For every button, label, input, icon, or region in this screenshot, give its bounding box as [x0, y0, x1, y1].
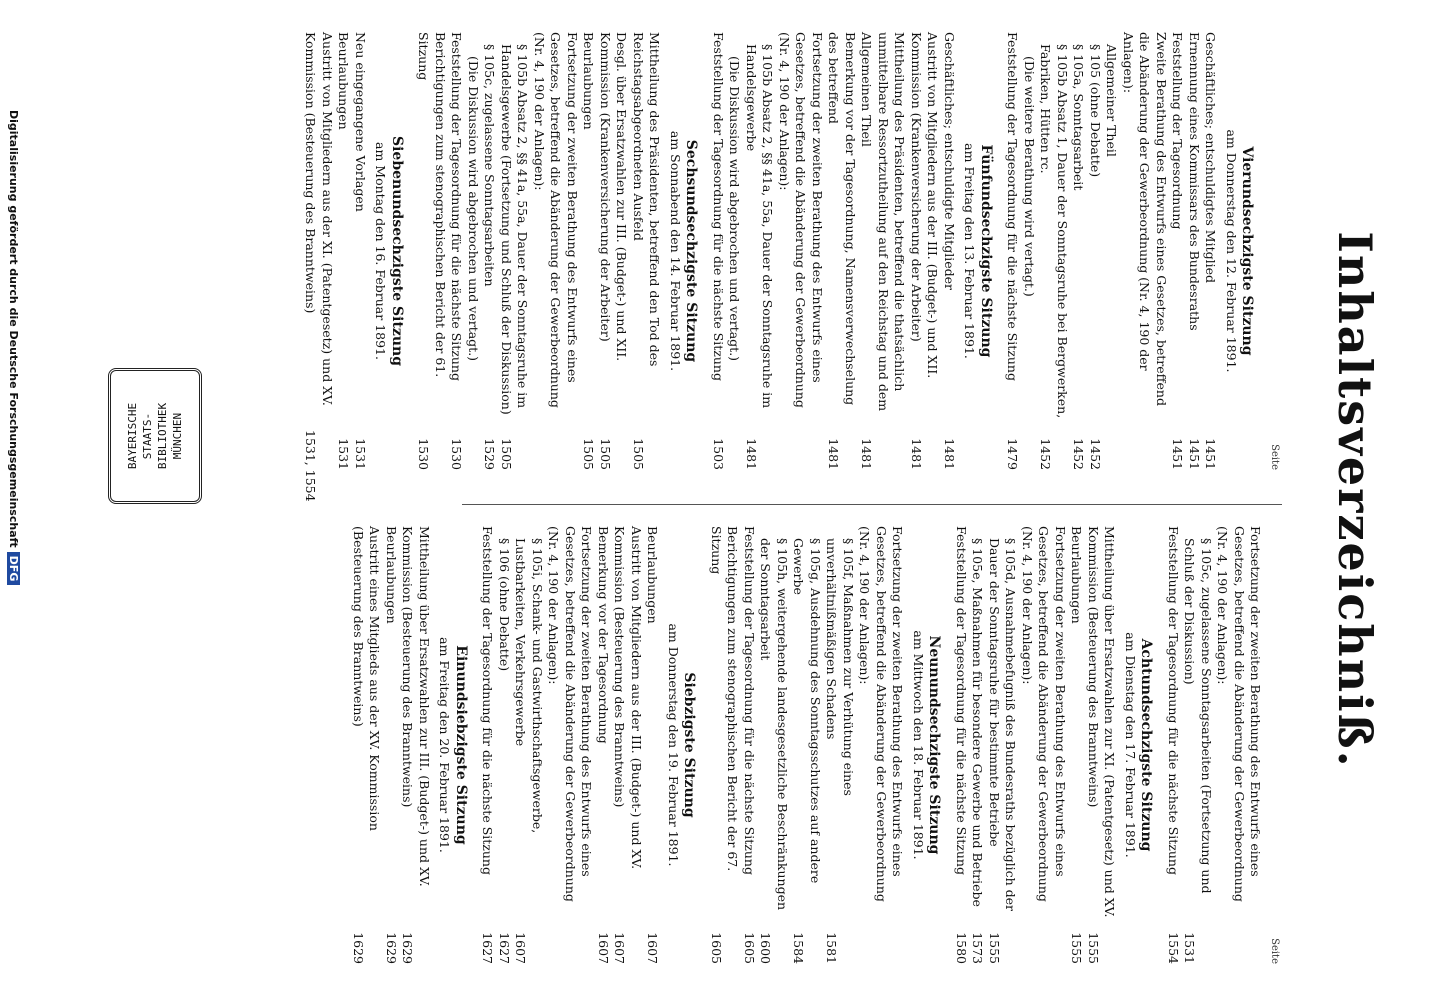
- toc-entry-text: Austritt von Mitgliedern aus der III. (Budget-) und XII. Kommission (Krankenversicherung der Arbeiter): [909, 32, 941, 379]
- library-stamp: [108, 368, 202, 504]
- toc-page-number: 1607: [596, 932, 611, 964]
- toc-entry: [465, 32, 482, 470]
- toc-entry: [1021, 32, 1038, 470]
- toc-entry: [611, 526, 644, 964]
- toc-page-number: 1607: [612, 932, 628, 964]
- toc-entry: [630, 32, 663, 470]
- toc-entry-text: Austritt von Mitgliedern aus der III. (Budget-) und XV. Kommission (Besteuerung des Branntweins): [612, 526, 644, 870]
- toc-entry: [1202, 32, 1219, 470]
- column-divider: [462, 504, 1282, 505]
- page-title: Inhaltsverzeichniß.: [1328, 231, 1382, 769]
- toc-entry: [644, 526, 661, 964]
- toc-page-number: 1451: [1187, 438, 1202, 470]
- toc-page-number: 1581: [824, 932, 840, 964]
- toc-entry: [726, 32, 743, 470]
- toc-page-number: 1605: [742, 932, 757, 964]
- toc-page-number: 1530: [416, 438, 432, 470]
- stamp-line: BIBLIOTHEK: [156, 402, 169, 470]
- toc-page-number: 1452: [1038, 438, 1054, 470]
- session-heading: Fünfundsechzigste Sitzung: [978, 144, 994, 358]
- toc-page-number: 1607: [645, 932, 661, 964]
- toc-entry-text: § 105a, Sonntagsarbeit: [1071, 44, 1087, 191]
- toc-entry: [1103, 32, 1120, 470]
- toc-page-number: 1605: [709, 932, 724, 964]
- toc-entry-text: Beurlaubungen: [1069, 526, 1085, 624]
- toc-entry-text: Beurlaubungen: [384, 526, 399, 624]
- toc-page-number: 1629: [400, 932, 416, 964]
- toc-page-number: 1531, 1554: [303, 430, 319, 502]
- toc-entry: [969, 526, 986, 964]
- toc-entry-text: Beurlaubungen: [645, 526, 661, 624]
- toc-entry: [352, 32, 369, 470]
- toc-page-number: 1584: [791, 932, 807, 964]
- footer-text: Digitalisierung gefördert durch die Deutsche Forschungsgemeinschaft: [7, 110, 20, 548]
- toc-entry: [580, 32, 597, 470]
- session-date: am Dienstag den 17. Februar 1891.: [1123, 632, 1138, 858]
- toc-page-number: 1531: [353, 438, 368, 470]
- toc-entry: [512, 526, 545, 964]
- toc-page-number: 1555: [1069, 932, 1085, 964]
- session-date: am Donnerstag den 12. Februar 1891.: [1224, 129, 1239, 373]
- toc-page-number: 1629: [351, 932, 366, 964]
- toc-entry-text: § 105f, Maßnahmen zur Verhütung eines unverhältnißmäßigen Schadens: [824, 538, 856, 796]
- session-heading: Neunundsechzigste Sitzung: [926, 635, 943, 855]
- toc-page-number: 1503: [711, 438, 726, 470]
- toc-page-number: 1505: [581, 438, 597, 470]
- toc-page-number: 1481: [744, 438, 759, 470]
- session-heading: Sechsundsechzigste Sitzung: [683, 139, 700, 363]
- toc-entry: [1181, 526, 1214, 964]
- toc-entry-text: Beurlaubungen: [581, 32, 597, 130]
- toc-page-number: 1452: [1071, 438, 1087, 470]
- toc-page-number: 1531: [336, 438, 352, 470]
- toc-entry: [953, 526, 970, 964]
- session-date: am Sonnabend den 14. Februar 1891.: [668, 130, 683, 372]
- toc-entry-text: § 105g, Ausdehnung des Sonntagsschutzes auf andere Gewerbe: [791, 538, 823, 884]
- toc-entry-text: Feststellung der Tagesordnung: [1170, 32, 1186, 230]
- toc-page-number: 1580: [954, 932, 969, 964]
- toc-entry: [1037, 32, 1070, 470]
- toc-entry: [1120, 32, 1170, 470]
- toc-page-number: 1505: [631, 438, 646, 470]
- toc-entry: [350, 526, 383, 964]
- toc-entry: [1068, 526, 1085, 964]
- toc-entry: [1087, 32, 1104, 470]
- toc-page-number: 1505: [499, 438, 514, 470]
- session-heading: Siebzigste Sitzung: [681, 672, 698, 818]
- session-heading: Siebenundsechzigste Sitzung: [389, 135, 405, 367]
- toc-entry-text: Beurlaubungen: [336, 32, 352, 130]
- toc-page-number: 1529: [482, 438, 498, 470]
- toc-entry: [1186, 32, 1203, 470]
- toc-entry: [496, 526, 513, 964]
- toc-entry-text: Feststellung der Tagesordnung für die nächste Sitzung: [480, 526, 496, 875]
- toc-entry-text: § 105e, Maßnahmen für besondere Gewerbe und Betriebe: [970, 538, 986, 907]
- toc-entry-text: § 105d, Ausnahmebefugniß des Bundesraths bezüglich der Dauer der Sonntagsruhe für bestimmte Betriebe: [987, 538, 1019, 911]
- toc-page-number: 1555: [1086, 932, 1101, 964]
- toc-entry-text: § 105b Absatz 2, §§ 41a, 55a, Dauer der Sonntagsruhe im Handelsgewerbe: [744, 44, 776, 409]
- toc-page-number: 1481: [859, 438, 875, 470]
- toc-entry-text: Bemerkung vor der Tagesordnung: [596, 526, 611, 744]
- page-column-label: Seite: [1269, 444, 1280, 470]
- toc-page-number: 1573: [970, 932, 986, 964]
- toc-entry-text: § 106 (ohne Debatte): [497, 538, 512, 672]
- toc-entry-text: § 105c, zugelassene Sonntagsarbeiten (Fortsetzung und Schluß der Diskussion): [1182, 538, 1214, 894]
- toc-entry-text: Geschäftliches; entschuldigte Mitglieder: [942, 32, 957, 290]
- toc-entry: [986, 526, 1019, 964]
- session-heading: Vierundsechzigste Sitzung: [1239, 146, 1256, 356]
- toc-entry: [856, 526, 906, 964]
- toc-entry: [1165, 526, 1182, 964]
- toc-entry: [597, 32, 630, 470]
- toc-entry-text: Feststellung der Tagesordnung für die nächste Sitzung: [449, 32, 465, 381]
- toc-page-number: 1451: [1170, 438, 1186, 470]
- toc-entry: [908, 32, 941, 470]
- session-heading: Einundsiebzigste Sitzung: [453, 645, 469, 845]
- toc-entry-text: Feststellung der Tagesordnung für die nächste Sitzung: [954, 526, 969, 875]
- toc-entry-text: Feststellung der Tagesordnung für die nächste Sitzung: [711, 32, 726, 381]
- toc-entry-text: Berichtigungen zum stenographischen Bericht der 67. Sitzung: [709, 526, 741, 872]
- toc-page-number: 1554: [1166, 932, 1181, 964]
- toc-page-number: 1531: [1182, 932, 1198, 964]
- toc-entry-text: (Die Diskussion wird abgebrochen und vertagt.): [727, 56, 743, 362]
- stamp-line: MÜNCHEN: [171, 412, 184, 460]
- toc-entry-text: § 105b Absatz 2, §§ 41a, 55a, Dauer der Sonntagsruhe im Handelsgewerbe (Fortsetzung und Schluß der Diskussion): [499, 44, 531, 415]
- toc-entry: [823, 526, 856, 964]
- toc-entry-text: Feststellung der Tagesordnung für die nächste Sitzung: [1005, 32, 1021, 381]
- toc-entry-text: § 105b Absatz 1, Dauer der Sonntagsruhe bei Bergwerken, Fabriken, Hütten rc.: [1038, 44, 1070, 419]
- stamp-line: STAATS-: [141, 412, 154, 460]
- toc-page-number: 1629: [384, 932, 399, 964]
- toc-entry: [545, 526, 595, 964]
- toc-page-number: 1555: [987, 932, 1002, 964]
- toc-page-number: 1600: [758, 932, 774, 964]
- stamp-line: BAYERISCHE: [126, 402, 139, 470]
- toc-page-number: 1451: [1203, 438, 1219, 470]
- toc-entry: [941, 32, 958, 470]
- dfg-badge: DFG: [7, 552, 20, 586]
- toc-entry-text: Mittheilung des Präsidenten, betreffend die thatsächlich unmittelbare Ressortzutheilung auf den Reichstag und dem Allgemeinen Theil: [859, 32, 908, 412]
- toc-entry-text: Fortsetzung der zweiten Berathung des Entwurfs eines Gesetzes, betreffend die Abänderung der Gewerbeordnung (Nr. 4, 190 der Anlagen):: [1215, 526, 1264, 902]
- toc-entry: [710, 32, 727, 470]
- toc-entry: [1169, 32, 1186, 470]
- toc-entry-text: (Die weitere Berathung wird vertagt.): [1022, 56, 1037, 297]
- toc-entry-text: Neu eingegangene Vorlagen: [353, 32, 368, 212]
- toc-entry: [448, 32, 465, 470]
- toc-entry-text: Bemerkung vor der Tagesordnung, Namensverwechselung des betreffend: [826, 32, 858, 406]
- toc-entry: [415, 32, 448, 470]
- toc-entry: [825, 32, 858, 470]
- toc-entry: [1214, 526, 1264, 964]
- toc-entry-text: Fortsetzung der zweiten Berathung des Entwurfs eines Gesetzes, betreffend die Abänderung der Gewerbeordnung (Nr. 4, 190 der Anlagen):: [777, 32, 825, 408]
- toc-entry-text: Austritt von Mitgliedern aus der XI. (Patentgesetz) und XV. Kommission (Besteuerung des Branntweins): [303, 32, 335, 406]
- toc-entry-text: Fortsetzung der zweiten Berathung des Entwurfs eines Gesetzes, betreffend die Abänderung der Gewerbeordnung (Nr. 4, 190 der Anlagen):: [546, 526, 595, 902]
- toc-column-right: [350, 526, 1283, 964]
- toc-page-number: 1530: [449, 438, 465, 470]
- toc-entry: [595, 526, 612, 964]
- page-column-label: Seite: [1269, 938, 1280, 964]
- toc-entry: [776, 32, 826, 470]
- toc-entry: [1019, 526, 1069, 964]
- toc-entry: [790, 526, 823, 964]
- session-date: am Donnerstag den 19. Februar 1891.: [666, 623, 681, 867]
- toc-entry: [383, 526, 400, 964]
- toc-page-number: 1627: [497, 932, 512, 964]
- toc-entry-text: Allgemeiner Theil: [1104, 44, 1120, 157]
- session-date: am Freitag den 13. Februar 1891.: [962, 143, 978, 359]
- toc-entry-text: (Die Diskussion wird abgebrochen und vertagt.): [466, 56, 481, 362]
- toc-page-number: 1479: [1005, 438, 1021, 470]
- toc-page-number: 1481: [942, 438, 957, 470]
- session-date: am Montag den 16. Februar 1891.: [373, 142, 389, 360]
- toc-entry-text: Geschäftliches; entschuldigtes Mitglied: [1203, 32, 1219, 284]
- toc-entry-text: Berichtigungen zum stenographischen Bericht der 61. Sitzung: [416, 32, 448, 378]
- toc-page-number: 1627: [480, 932, 496, 964]
- toc-entry-text: Austritt eines Mitglieds aus der XV. Kommission (Besteuerung des Branntweins): [351, 526, 383, 831]
- toc-page-number: 1452: [1088, 438, 1103, 470]
- toc-entry: [708, 526, 741, 964]
- toc-entry-text: Ernennung eines Kommissars des Bundesraths: [1187, 32, 1202, 331]
- toc-entry-text: § 105i, Schank- und Gastwirthschaftsgewerbe, Lustbarkeiten, Verkehrsgewerbe: [513, 538, 545, 834]
- toc-entry: [1070, 32, 1087, 470]
- toc-entry: [741, 526, 758, 964]
- toc-entry-text: Mittheilung über Ersatzwahlen zur XI. (Patentgesetz) und XV. Kommission (Besteuerung des Branntweins): [1086, 526, 1118, 918]
- toc-entry-text: Fortsetzung der zweiten Berathung des Entwurfs eines Gesetzes, betreffend die Abänderung der Gewerbeordnung (Nr. 4, 190 der Anlagen):: [857, 526, 906, 902]
- toc-entry-text: § 105c, zugelassene Sonntagsarbeiten: [482, 44, 498, 287]
- digitization-footer: [7, 110, 20, 890]
- toc-page-number: 1505: [598, 438, 613, 470]
- toc-entry: [481, 32, 498, 470]
- session-date: am Freitag den 20. Februar 1891.: [437, 637, 453, 853]
- toc-page-number: 1481: [909, 438, 924, 470]
- toc-page-number: 1607: [513, 932, 529, 964]
- toc-entry: [1004, 32, 1021, 470]
- toc-entry: [498, 32, 531, 470]
- toc-entry-text: § 105h, weitergehende landesgesetzliche Beschränkungen der Sonntagsarbeit: [758, 538, 790, 911]
- toc-entry-text: Mittheilung des Präsidenten, betreffend den Tod des Reichstagsabgeordneten Ausfeld: [631, 32, 663, 367]
- toc-entry-text: § 105 (ohne Debatte): [1088, 44, 1103, 178]
- toc-entry: [302, 32, 335, 502]
- toc-entry: [399, 526, 432, 964]
- toc-column-left: [302, 32, 1282, 502]
- toc-page-number: 1481: [826, 438, 842, 470]
- toc-entry-text: Feststellung der Tagesordnung für die nächste Sitzung: [742, 526, 757, 875]
- toc-entry-text: Fortsetzung der zweiten Berathung des Entwurfs eines Gesetzes, betreffend die Abänderung der Gewerbeordnung (Nr. 4, 190 der Anlagen):: [532, 32, 580, 408]
- toc-entry-text: Zweite Berathung des Entwurfs eines Gesetzes, betreffend die Abänderung der Gewerbeordnung (Nr. 4, 190 der Anlagen):: [1121, 32, 1169, 406]
- toc-entry: [479, 526, 496, 964]
- toc-entry: [757, 526, 790, 964]
- toc-entry-text: Desgl. über Ersatzwahlen zur III. (Budget-) und XII. Kommission (Krankenversicherung der Arbeiter): [598, 32, 630, 362]
- toc-entry-text: Mittheilung über Ersatzwahlen zur III. (Budget-) und XV. Kommission (Besteuerung des Branntweins): [400, 526, 432, 887]
- toc-entry: [743, 32, 776, 470]
- session-heading: Achtundsechzigste Sitzung: [1138, 638, 1155, 852]
- toc-entry: [1085, 526, 1118, 964]
- toc-entry: [531, 32, 581, 470]
- session-date: am Mittwoch den 18. Februar 1891.: [911, 630, 926, 860]
- toc-entry: [858, 32, 908, 470]
- toc-entry-text: Feststellung der Tagesordnung für die nächste Sitzung: [1166, 526, 1181, 875]
- toc-entry: [335, 32, 352, 470]
- toc-entry-text: Fortsetzung der zweiten Berathung des Entwurfs eines Gesetzes, betreffend die Abänderung der Gewerbeordnung (Nr. 4, 190 der Anlagen):: [1020, 526, 1068, 902]
